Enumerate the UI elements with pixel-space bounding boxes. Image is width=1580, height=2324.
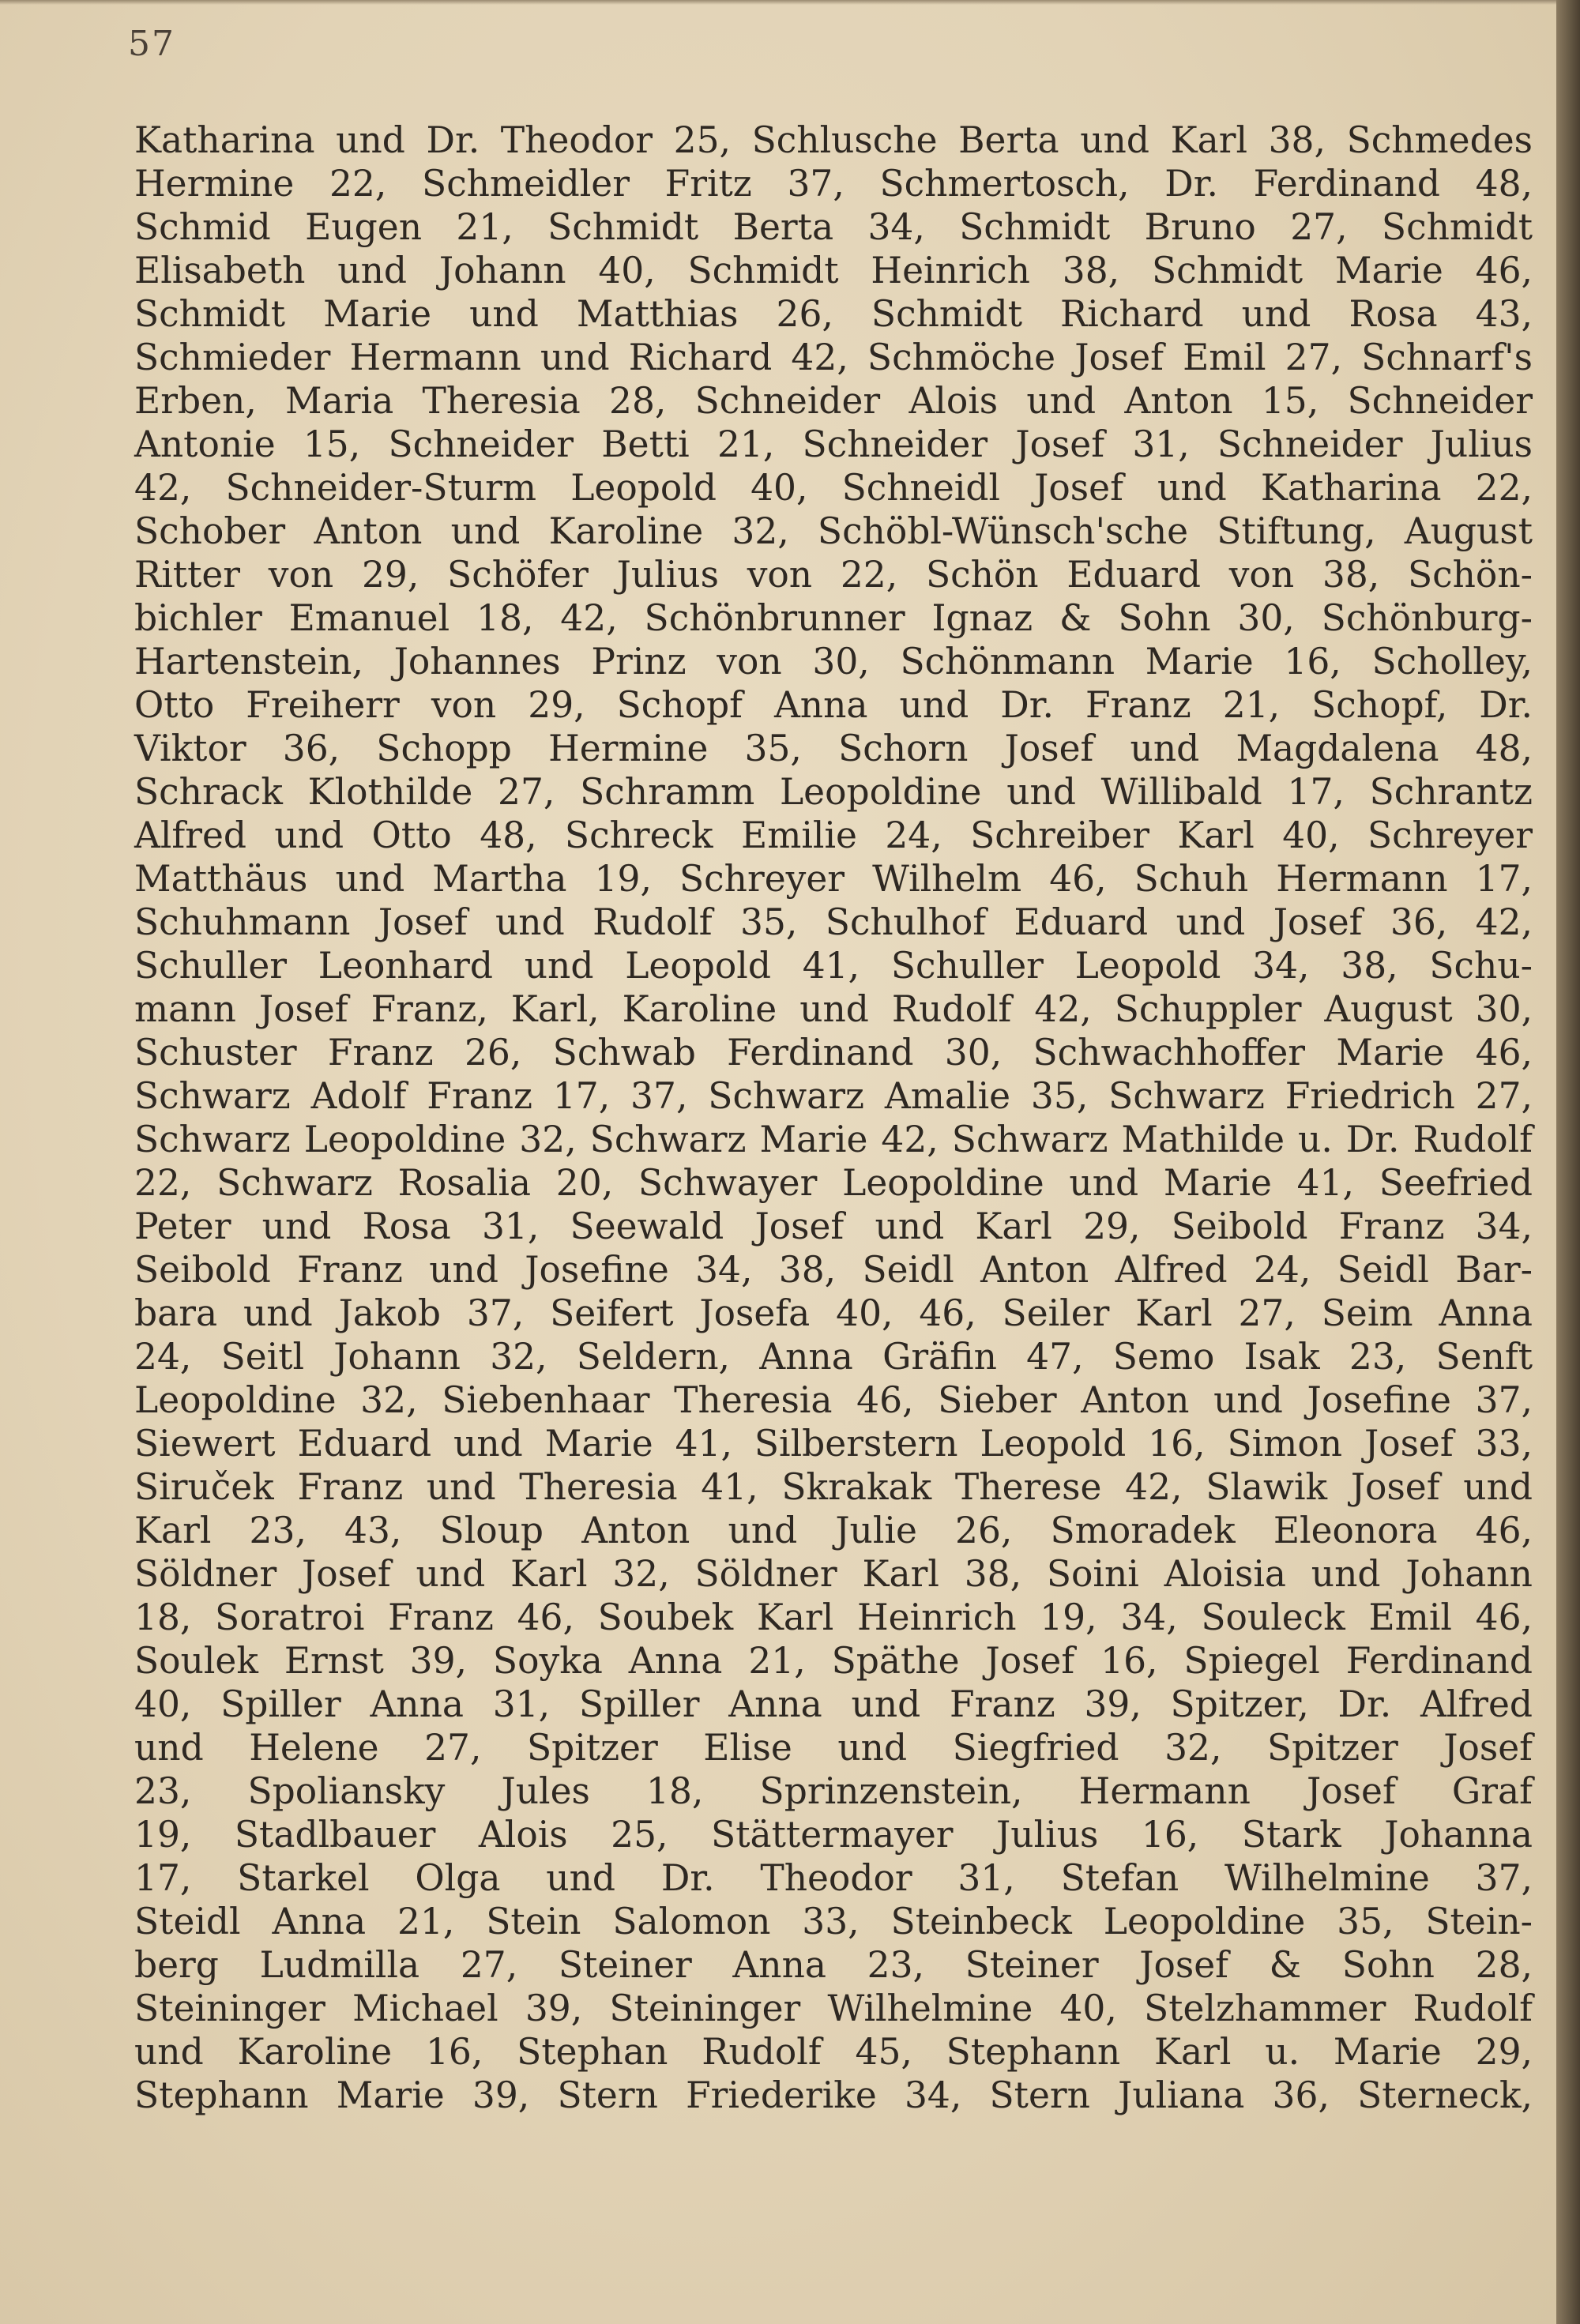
- text-line: Schwarz Leopoldine 32, Schwarz Marie 42, Schwarz Mathilde u. Dr. Rudolf: [134, 1119, 1533, 1160]
- text-line: Hermine 22, Schmeidler Fritz 37, Schmertosch, Dr. Ferdinand 48,: [134, 163, 1533, 205]
- text-line: Schober Anton und Karoline 32, Schöbl-Wünsch'sche Stiftung, August: [134, 510, 1533, 552]
- text-line: 42, Schneider-Sturm Leopold 40, Schneidl Josef und Katharina 22,: [134, 467, 1533, 509]
- text-line: 24, Seitl Johann 32, Seldern, Anna Gräfin 47, Semo Isak 23, Senft: [134, 1336, 1533, 1378]
- text-line: Siewert Eduard und Marie 41, Silberstern Leopold 16, Simon Josef 33,: [134, 1423, 1533, 1465]
- text-line: Soulek Ernst 39, Soyka Anna 21, Späthe Josef 16, Spiegel Ferdinand: [134, 1640, 1533, 1682]
- text-line: berg Ludmilla 27, Steiner Anna 23, Steiner Josef & Sohn 28,: [134, 1944, 1533, 1986]
- text-line: Siruček Franz und Theresia 41, Skrakak Therese 42, Slawik Josef und: [134, 1466, 1533, 1508]
- text-line: bara und Jakob 37, Seifert Josefa 40, 46, Seiler Karl 27, Seim Anna: [134, 1292, 1533, 1334]
- text-line: Katharina und Dr. Theodor 25, Schlusche Berta und Karl 38, Schmedes: [134, 119, 1533, 161]
- text-line: Erben, Maria Theresia 28, Schneider Alois und Anton 15, Schneider: [134, 380, 1533, 422]
- text-line: Leopoldine 32, Siebenhaar Theresia 46, Sieber Anton und Josefine 37,: [134, 1379, 1533, 1421]
- text-line: Stephann Marie 39, Stern Friederike 34, Stern Juliana 36, Sterneck,: [134, 2074, 1533, 2116]
- text-line: 18, Soratroi Franz 46, Soubek Karl Heinrich 19, 34, Souleck Emil 46,: [134, 1596, 1533, 1638]
- text-line: Elisabeth und Johann 40, Schmidt Heinrich 38, Schmidt Marie 46,: [134, 250, 1533, 291]
- text-line: Schuhmann Josef und Rudolf 35, Schulhof Eduard und Josef 36, 42,: [134, 901, 1533, 943]
- book-binding-edge: [1556, 0, 1580, 2324]
- text-line: 23, Spoliansky Jules 18, Sprinzenstein, Hermann Josef Graf: [134, 1770, 1533, 1812]
- text-line: 22, Schwarz Rosalia 20, Schwayer Leopoldine und Marie 41, Seefried: [134, 1162, 1533, 1204]
- text-line: 40, Spiller Anna 31, Spiller Anna und Franz 39, Spitzer, Dr. Alfred: [134, 1683, 1533, 1725]
- text-line: und Helene 27, Spitzer Elise und Siegfried 32, Spitzer Josef: [134, 1727, 1533, 1769]
- text-line: Peter und Rosa 31, Seewald Josef und Karl 29, Seibold Franz 34,: [134, 1205, 1533, 1247]
- text-line: Schuster Franz 26, Schwab Ferdinand 30, Schwachhoffer Marie 46,: [134, 1032, 1533, 1074]
- text-line: Seibold Franz und Josefine 34, 38, Seidl Anton Alfred 24, Seidl Bar-: [134, 1249, 1533, 1291]
- text-line: bichler Emanuel 18, 42, Schönbrunner Ignaz & Sohn 30, Schönburg-: [134, 597, 1533, 639]
- text-line: Karl 23, 43, Sloup Anton und Julie 26, Smoradek Eleonora 46,: [134, 1510, 1533, 1551]
- text-line: Schwarz Adolf Franz 17, 37, Schwarz Amalie 35, Schwarz Friedrich 27,: [134, 1075, 1533, 1117]
- text-line: 19, Stadlbauer Alois 25, Stättermayer Julius 16, Stark Johanna: [134, 1814, 1533, 1856]
- text-line: mann Josef Franz, Karl, Karoline und Rudolf 42, Schuppler August 30,: [134, 988, 1533, 1030]
- text-line: Steininger Michael 39, Steininger Wilhelmine 40, Stelzhammer Rudolf: [134, 1987, 1533, 2029]
- text-line: und Karoline 16, Stephan Rudolf 45, Stephann Karl u. Marie 29,: [134, 2031, 1533, 2073]
- text-line: Söldner Josef und Karl 32, Söldner Karl 38, Soini Aloisia und Johann: [134, 1553, 1533, 1595]
- page-number: 57: [128, 24, 175, 64]
- body-text: [134, 118, 1533, 2117]
- text-line: Schmidt Marie und Matthias 26, Schmidt Richard und Rosa 43,: [134, 293, 1533, 335]
- text-line: Schmid Eugen 21, Schmidt Berta 34, Schmidt Bruno 27, Schmidt: [134, 206, 1533, 248]
- text-line: Antonie 15, Schneider Betti 21, Schneider Josef 31, Schneider Julius: [134, 423, 1533, 465]
- text-line: Matthäus und Martha 19, Schreyer Wilhelm 46, Schuh Hermann 17,: [134, 858, 1533, 900]
- text-line: Schrack Klothilde 27, Schramm Leopoldine und Willibald 17, Schrantz: [134, 771, 1533, 813]
- text-line: Viktor 36, Schopp Hermine 35, Schorn Josef und Magdalena 48,: [134, 728, 1533, 769]
- text-line: 17, Starkel Olga und Dr. Theodor 31, Stefan Wilhelmine 37,: [134, 1857, 1533, 1899]
- text-line: Steidl Anna 21, Stein Salomon 33, Steinbeck Leopoldine 35, Stein-: [134, 1901, 1533, 1942]
- text-line: Schmieder Hermann und Richard 42, Schmöche Josef Emil 27, Schnarf's: [134, 337, 1533, 378]
- text-line: Otto Freiherr von 29, Schopf Anna und Dr. Franz 21, Schopf, Dr.: [134, 684, 1533, 726]
- text-line: Ritter von 29, Schöfer Julius von 22, Schön Eduard von 38, Schön-: [134, 554, 1533, 596]
- text-line: Alfred und Otto 48, Schreck Emilie 24, Schreiber Karl 40, Schreyer: [134, 814, 1533, 856]
- page-top-edge: [0, 0, 1556, 5]
- text-line: Schuller Leonhard und Leopold 41, Schuller Leopold 34, 38, Schu-: [134, 945, 1533, 987]
- text-line: Hartenstein, Johannes Prinz von 30, Schönmann Marie 16, Scholley,: [134, 641, 1533, 683]
